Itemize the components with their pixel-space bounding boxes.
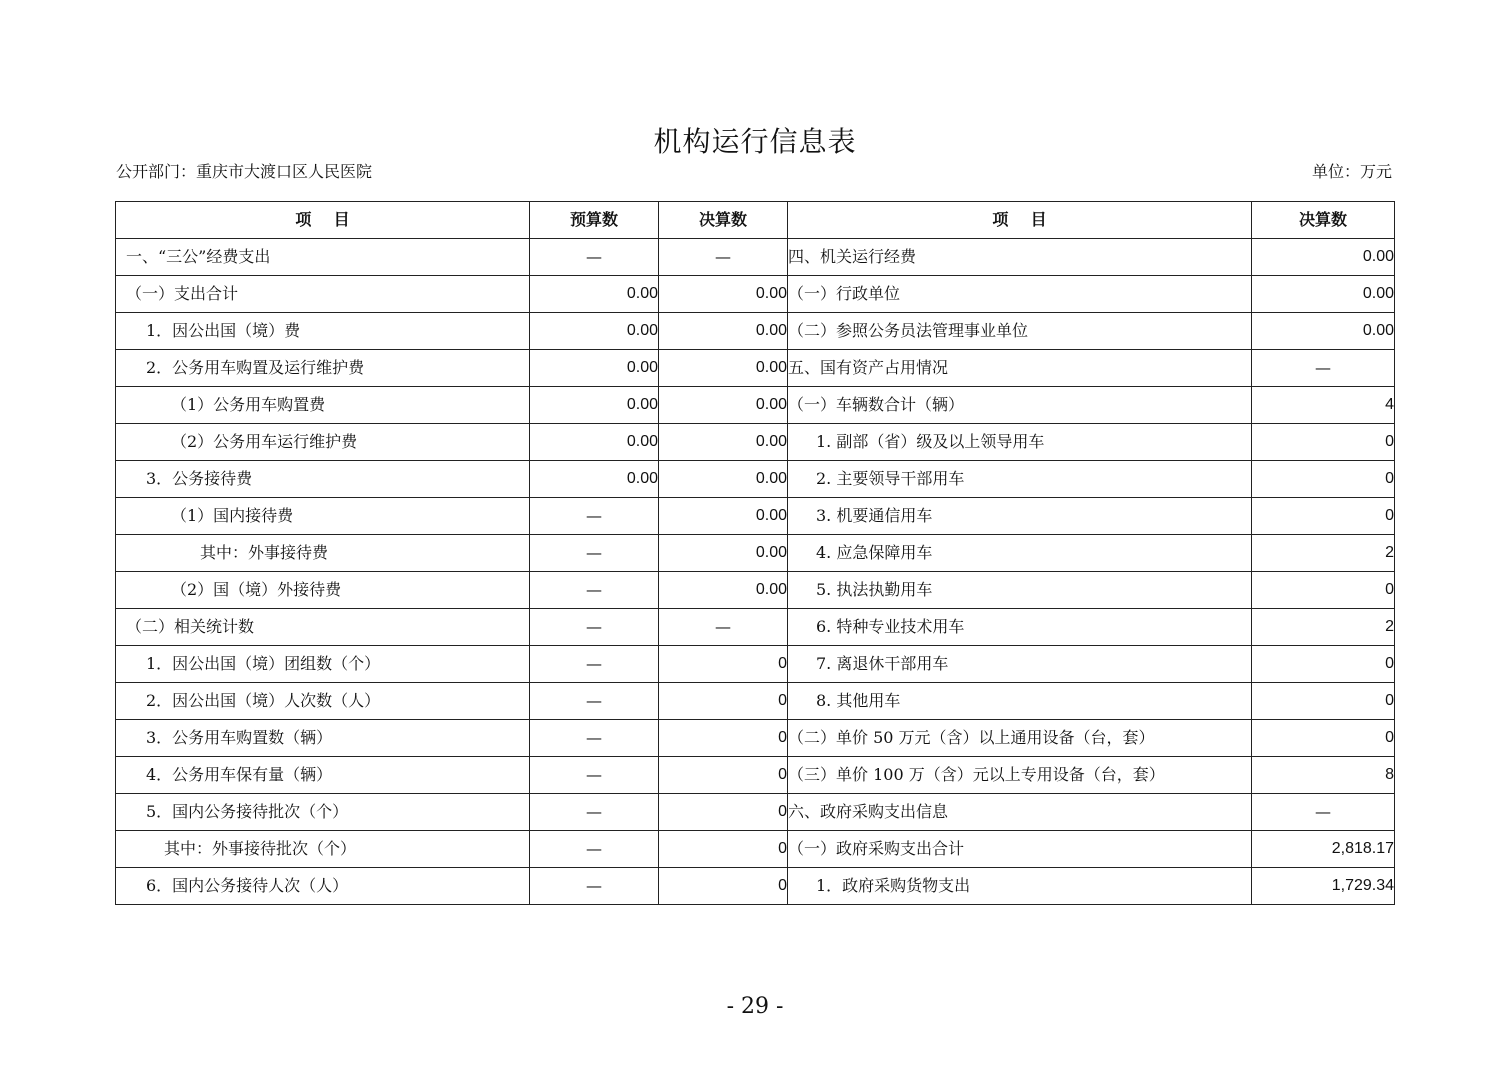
final-value: 0 — [659, 720, 788, 757]
right-item: 3. 机要通信用车 — [788, 498, 1252, 535]
final-value: 0 — [659, 794, 788, 831]
budget-value: — — [530, 683, 659, 720]
final-value: 0.00 — [659, 350, 788, 387]
table-header-row — [116, 202, 1395, 239]
left-item: 1．因公出国（境）费 — [116, 313, 530, 350]
final-value: 0 — [659, 646, 788, 683]
budget-value: 0.00 — [530, 350, 659, 387]
budget-value: 0.00 — [530, 313, 659, 350]
table-row — [116, 572, 1395, 609]
left-item: 其中：外事接待批次（个） — [116, 831, 530, 868]
right-final-value: 8 — [1252, 757, 1395, 794]
right-final-value: 2 — [1252, 609, 1395, 646]
table-row — [116, 646, 1395, 683]
left-item: （二）相关统计数 — [116, 609, 530, 646]
budget-value: — — [530, 535, 659, 572]
left-item: 3．公务用车购置数（辆） — [116, 720, 530, 757]
header-item-left: 项 目 — [116, 202, 530, 239]
table-row — [116, 424, 1395, 461]
budget-value: — — [530, 609, 659, 646]
right-item: 1. 副部（省）级及以上领导用车 — [788, 424, 1252, 461]
right-final-value: 0.00 — [1252, 313, 1395, 350]
final-value: 0.00 — [659, 535, 788, 572]
final-value: 0.00 — [659, 498, 788, 535]
header-final-left: 决算数 — [659, 202, 788, 239]
header-item-right: 项 目 — [788, 202, 1252, 239]
budget-value: 0.00 — [530, 387, 659, 424]
budget-value: — — [530, 498, 659, 535]
left-item: （1）公务用车购置费 — [116, 387, 530, 424]
final-value: 0.00 — [659, 424, 788, 461]
table-row — [116, 535, 1395, 572]
final-value: 0 — [659, 683, 788, 720]
right-final-value: 1,729.34 — [1252, 868, 1395, 905]
table-row — [116, 683, 1395, 720]
left-item: 3．公务接待费 — [116, 461, 530, 498]
left-item: （2）公务用车运行维护费 — [116, 424, 530, 461]
budget-value: 0.00 — [530, 276, 659, 313]
right-item: 8. 其他用车 — [788, 683, 1252, 720]
final-value: 0 — [659, 831, 788, 868]
right-item: （三）单价 100 万（含）元以上专用设备（台，套） — [788, 757, 1252, 794]
left-item: 6．国内公务接待人次（人） — [116, 868, 530, 905]
budget-value: — — [530, 720, 659, 757]
left-item: 2．公务用车购置及运行维护费 — [116, 350, 530, 387]
left-item: 其中：外事接待费 — [116, 535, 530, 572]
table-row — [116, 313, 1395, 350]
final-value: 0.00 — [659, 276, 788, 313]
left-item: 5．国内公务接待批次（个） — [116, 794, 530, 831]
table-row — [116, 239, 1395, 276]
left-item: 4．公务用车保有量（辆） — [116, 757, 530, 794]
right-item: （二）参照公务员法管理事业单位 — [788, 313, 1252, 350]
budget-value: — — [530, 572, 659, 609]
right-final-value: 0 — [1252, 646, 1395, 683]
table-row — [116, 720, 1395, 757]
left-item: 一、“三公”经费支出 — [116, 239, 530, 276]
right-item: （一）车辆数合计（辆） — [788, 387, 1252, 424]
table-row — [116, 461, 1395, 498]
page-number: - 29 - — [726, 994, 784, 1019]
table-row — [116, 794, 1395, 831]
final-value: 0.00 — [659, 572, 788, 609]
right-item: 7. 离退休干部用车 — [788, 646, 1252, 683]
final-value: 0 — [659, 868, 788, 905]
final-value: 0.00 — [659, 313, 788, 350]
final-value: — — [659, 239, 788, 276]
right-item: 5. 执法执勤用车 — [788, 572, 1252, 609]
table-row — [116, 868, 1395, 905]
budget-value: — — [530, 757, 659, 794]
budget-value: — — [530, 868, 659, 905]
table-row — [116, 757, 1395, 794]
header-final-right: 决算数 — [1252, 202, 1395, 239]
budget-value: — — [530, 831, 659, 868]
final-value: 0 — [659, 757, 788, 794]
right-final-value: 0.00 — [1252, 239, 1395, 276]
final-value: 0.00 — [659, 461, 788, 498]
table-row — [116, 350, 1395, 387]
right-final-value: 0 — [1252, 461, 1395, 498]
right-final-value: 4 — [1252, 387, 1395, 424]
right-final-value: 0 — [1252, 572, 1395, 609]
right-final-value: — — [1252, 350, 1395, 387]
right-item: （二）单价 50 万元（含）以上通用设备（台，套） — [788, 720, 1252, 757]
final-value: — — [659, 609, 788, 646]
right-item: 2. 主要领导干部用车 — [788, 461, 1252, 498]
right-final-value: 0 — [1252, 683, 1395, 720]
table-row — [116, 609, 1395, 646]
right-final-value: 0 — [1252, 498, 1395, 535]
left-item: （2）国（境）外接待费 — [116, 572, 530, 609]
page-title: 机构运行信息表 — [653, 125, 857, 158]
table-row — [116, 387, 1395, 424]
header-budget: 预算数 — [530, 202, 659, 239]
right-item: 1．政府采购货物支出 — [788, 868, 1252, 905]
table-row — [116, 276, 1395, 313]
budget-value: — — [530, 794, 659, 831]
table-row — [116, 831, 1395, 868]
right-item: （一）行政单位 — [788, 276, 1252, 313]
department-label: 公开部门：重庆市大渡口区人民医院 — [116, 162, 373, 181]
left-item: 2．因公出国（境）人次数（人） — [116, 683, 530, 720]
budget-value: — — [530, 646, 659, 683]
right-item: 六、政府采购支出信息 — [788, 794, 1252, 831]
info-table — [115, 201, 1395, 905]
right-final-value: — — [1252, 794, 1395, 831]
budget-value: 0.00 — [530, 424, 659, 461]
right-final-value: 0 — [1252, 720, 1395, 757]
right-final-value: 2 — [1252, 535, 1395, 572]
left-item: （一）支出合计 — [116, 276, 530, 313]
right-final-value: 0.00 — [1252, 276, 1395, 313]
left-item: 1．因公出国（境）团组数（个） — [116, 646, 530, 683]
budget-value: 0.00 — [530, 461, 659, 498]
unit-label: 单位：万元 — [1311, 162, 1392, 181]
right-item: 五、国有资产占用情况 — [788, 350, 1252, 387]
right-item: 6. 特种专业技术用车 — [788, 609, 1252, 646]
right-item: （一）政府采购支出合计 — [788, 831, 1252, 868]
final-value: 0.00 — [659, 387, 788, 424]
right-final-value: 2,818.17 — [1252, 831, 1395, 868]
right-item: 四、机关运行经费 — [788, 239, 1252, 276]
table-row — [116, 498, 1395, 535]
left-item: （1）国内接待费 — [116, 498, 530, 535]
right-item: 4. 应急保障用车 — [788, 535, 1252, 572]
right-final-value: 0 — [1252, 424, 1395, 461]
budget-value: — — [530, 239, 659, 276]
